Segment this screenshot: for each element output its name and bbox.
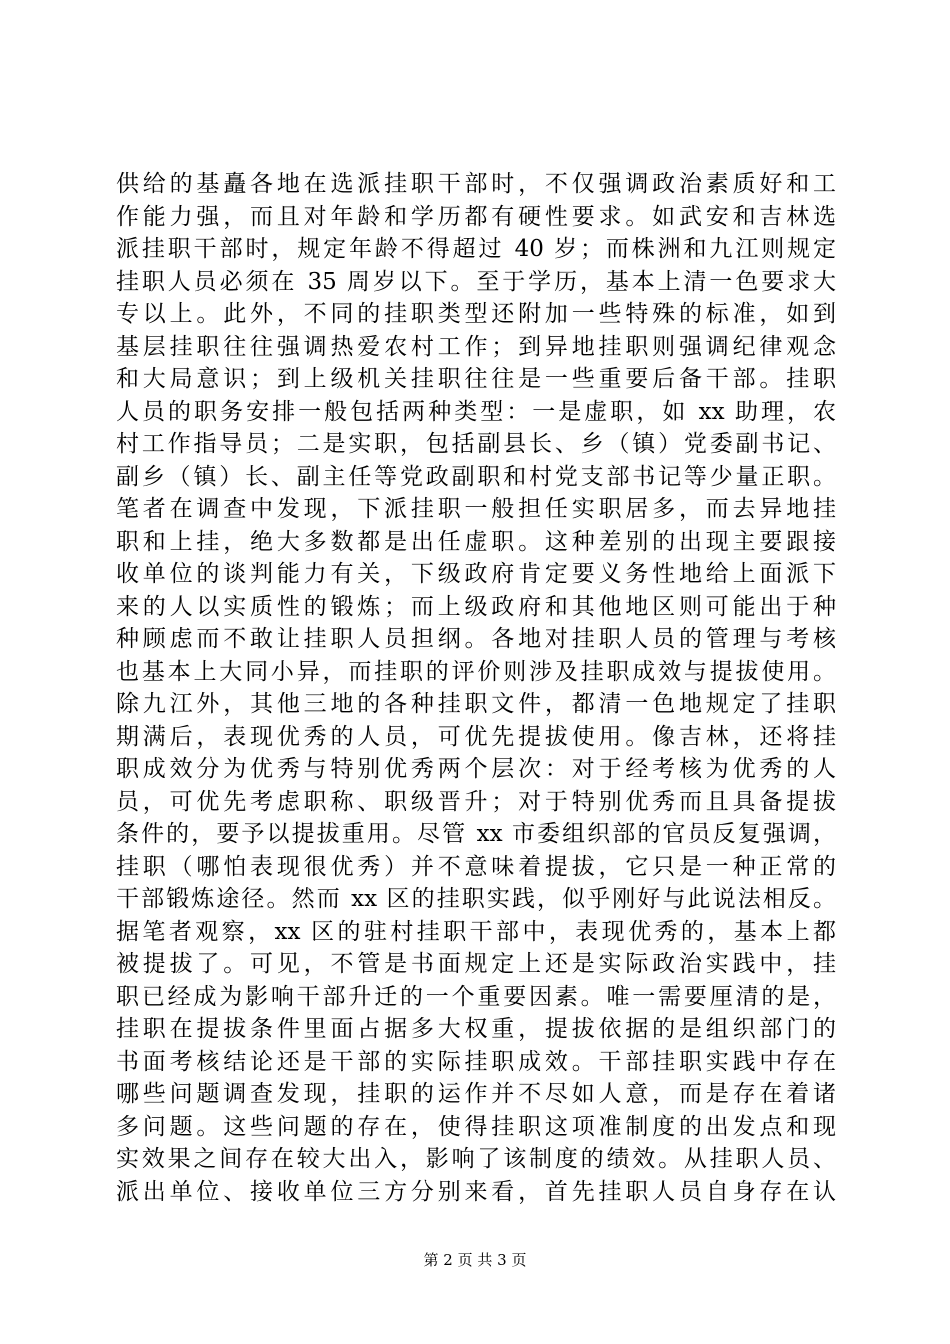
text-line: 哪些问题调查发现，挂职的运作并不尽如人意，而是存在着诸 xyxy=(116,1081,836,1107)
text-line: 多问题。这些问题的存在，使得挂职这项准制度的出发点和现 xyxy=(116,1113,836,1140)
text-line: 派出单位、接收单位三方分别来看，首先挂职人员自身存在认 xyxy=(116,1178,836,1205)
text-line: 作能力强，而且对年龄和学历都有硬性要求。如武安和吉林选 xyxy=(116,203,836,230)
text-line: 人员的职务安排一般包括两种类型：一是虚职，如 xx 助理，农 xyxy=(116,398,836,425)
text-line: 副乡（镇）长、副主任等党政副职和村党支部书记等少量正职。 xyxy=(116,463,836,490)
text-line: 除九江外，其他三地的各种挂职文件，都清一色地规定了挂职 xyxy=(116,691,836,717)
text-line: 也基本上大同小异，而挂职的评价则涉及挂职成效与提拔使用。 xyxy=(116,658,836,685)
page-footer: 第 2 页 共 3 页 xyxy=(423,1251,527,1269)
text-line: 职和上挂，绝大多数都是出任虚职。这种差别的出现主要跟接 xyxy=(116,528,836,555)
text-line: 挂职（哪怕表现很优秀）并不意味着提拔，它只是一种正常的 xyxy=(116,853,836,880)
text-line: 书面考核结论还是干部的实际挂职成效。干部挂职实践中存在 xyxy=(116,1048,836,1075)
text-line: 基层挂职往往强调热爱农村工作；到异地挂职则强调纪律观念 xyxy=(116,333,836,360)
text-line: 收单位的谈判能力有关，下级政府肯定要义务性地给上面派下 xyxy=(116,561,836,587)
text-line: 实效果之间存在较大出入，影响了该制度的绩效。从挂职人员、 xyxy=(116,1146,836,1172)
text-line: 专以上。此外，不同的挂职类型还附加一些特殊的标准，如到 xyxy=(116,301,836,327)
text-line: 供给的基矗各地在选派挂职干部时，不仅强调政治素质好和工 xyxy=(116,171,836,197)
text-line: 据笔者观察，xx 区的驻村挂职干部中，表现优秀的，基本上都 xyxy=(116,918,836,945)
text-line: 挂职在提拔条件里面占据多大权重，提拔依据的是组织部门的 xyxy=(116,1016,836,1042)
text-line: 和大局意识；到上级机关挂职往往是一些重要后备干部。挂职 xyxy=(116,366,836,392)
text-line: 期满后，表现优秀的人员，可优先提拔使用。像吉林，还将挂 xyxy=(116,723,836,750)
text-line: 种顾虑而不敢让挂职人员担纲。各地对挂职人员的管理与考核 xyxy=(116,626,836,652)
text-line: 村工作指导员；二是实职，包括副县长、乡（镇）党委副书记、 xyxy=(116,431,836,457)
text-line: 派挂职干部时，规定年龄不得超过 40 岁；而株洲和九江则规定 xyxy=(116,236,836,262)
text-line: 笔者在调查中发现，下派挂职一般担任实职居多，而去异地挂 xyxy=(116,496,836,522)
text-line: 挂职人员必须在 35 周岁以下。至于学历，基本上清一色要求大 xyxy=(116,268,836,295)
text-line: 员，可优先考虑职称、职级晋升；对于特别优秀而且具备提拔 xyxy=(116,788,836,815)
text-line: 被提拔了。可见，不管是书面规定上还是实际政治实践中，挂 xyxy=(116,951,836,977)
text-line: 来的人以实质性的锻炼；而上级政府和其他地区则可能出于种 xyxy=(116,593,836,620)
body-text xyxy=(116,168,836,1208)
text-line: 职成效分为优秀与特别优秀两个层次：对于经考核为优秀的人 xyxy=(116,756,836,782)
text-line: 条件的，要予以提拔重用。尽管 xx 市委组织部的官员反复强调， xyxy=(116,821,836,847)
text-line: 干部锻炼途径。然而 xx 区的挂职实践，似乎刚好与此说法相反。 xyxy=(116,886,836,912)
text-line: 职已经成为影响干部升迁的一个重要因素。唯一需要厘清的是， xyxy=(116,983,836,1010)
